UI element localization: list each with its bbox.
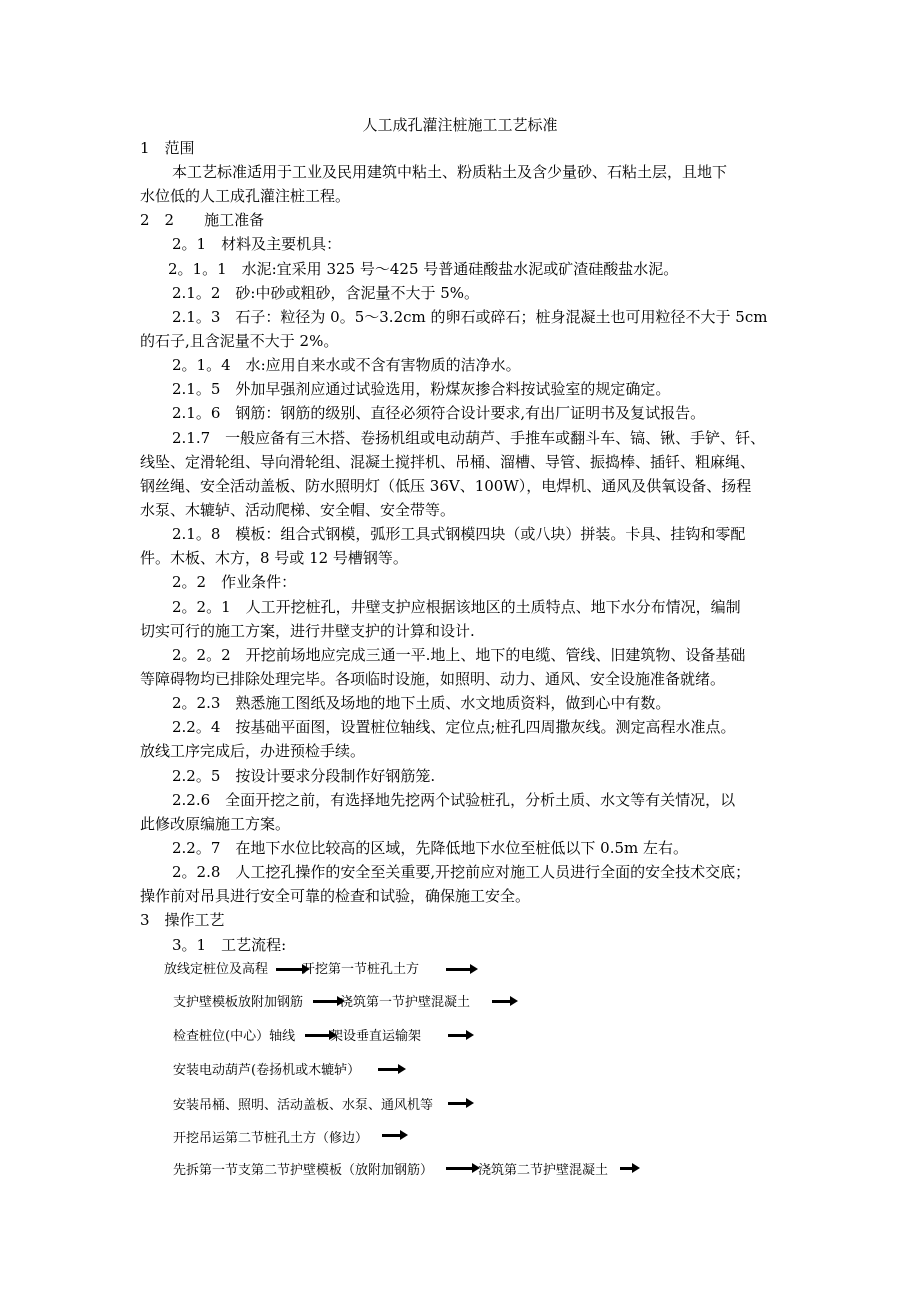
paragraph-line: 2。2.8 人工挖孔操作的安全至关重要,开挖前应对施工人员进行全面的安全技术交底； bbox=[172, 863, 751, 881]
section-heading: 3 操作工艺 bbox=[140, 911, 225, 929]
paragraph-line: 2。1 材料及主要机具： bbox=[172, 235, 342, 253]
right-arrow-icon bbox=[378, 1068, 400, 1071]
paragraph-line: 3。1 工艺流程: bbox=[172, 936, 287, 954]
flow-step: 浇筑第二节护壁混凝土 bbox=[478, 1163, 609, 1178]
flow-step: 检查桩位(中心）轴线 bbox=[173, 1029, 296, 1044]
paragraph-line: 放线工序完成后，办进预检手续。 bbox=[140, 742, 366, 760]
paragraph-line: 2.1.7 一般应备有三木搭、卷扬机组或电动葫芦、手推车或翻斗车、镐、锹、手铲、钎、 bbox=[172, 429, 766, 447]
paragraph-line: 切实可行的施工方案，进行井壁支护的计算和设计. bbox=[140, 622, 475, 640]
paragraph-line: 的石子,且含泥量不大于 2%。 bbox=[140, 332, 339, 350]
flow-step: 先拆第一节支第二节护壁模板（放附加钢筋） bbox=[173, 1163, 434, 1178]
right-arrow-icon bbox=[620, 1167, 634, 1170]
paragraph-line: 2.1。2 砂:中砂或粗砂，含泥量不大于 5%。 bbox=[172, 284, 480, 302]
paragraph-line: 2.1。5 外加早强剂应通过试验选用，粉煤灰掺合料按试验室的规定确定。 bbox=[172, 380, 671, 398]
paragraph-line: 2.1。8 模板：组合式钢模，弧形工具式钢模四块（或八块）拼装。卡具、挂钩和零配 bbox=[172, 525, 746, 543]
paragraph-line: 操作前对吊具进行安全可靠的检查和试验，确保施工安全。 bbox=[140, 887, 531, 905]
paragraph-line: 等障碍物均已排除处理完毕。各项临时设施，如照明、动力、通风、安全设施准备就绪。 bbox=[140, 670, 726, 688]
paragraph-line: 线坠、定滑轮组、导向滑轮组、混凝土搅拌机、吊桶、溜槽、导管、振捣棒、插钎、粗麻绳、 bbox=[140, 453, 756, 471]
flow-step: 架设垂直运输架 bbox=[330, 1029, 422, 1044]
paragraph-line: 2。2.3 熟悉施工图纸及场地的地下土质、水文地质资料，做到心中有数。 bbox=[172, 694, 671, 712]
paragraph-line: 本工艺标准适用于工业及民用建筑中粘土、粉质粘土及含少量砂、石粘土层，且地下 bbox=[172, 163, 728, 181]
flow-step: 开挖吊运第二节桩孔土方（修边） bbox=[173, 1131, 369, 1146]
right-arrow-icon bbox=[446, 1167, 474, 1170]
paragraph-line: 2.1。6 钢筋：钢筋的级别、直径必须符合设计要求,有出厂证明书及复试报告。 bbox=[172, 404, 706, 422]
flow-step: 浇筑第一节护壁混凝土 bbox=[340, 995, 471, 1010]
right-arrow-icon bbox=[492, 1000, 512, 1003]
paragraph-line: 2。2 作业条件： bbox=[172, 573, 297, 591]
paragraph-line: 2.1。3 石子：粒径为 0。5～3.2cm 的卵石或碎石；桩身混凝土也可用粒径不大于 5cm bbox=[172, 308, 768, 326]
document-title: 人工成孔灌注桩施工工艺标准 bbox=[362, 116, 558, 134]
paragraph-line: 2。1。1 水泥:宜采用 325 号～425 号普通硅酸盐水泥或矿渣硅酸盐水泥。 bbox=[168, 260, 679, 278]
paragraph-line: 2。2。2 开挖前场地应完成三通一平.地上、地下的电缆、管线、旧建筑物、设备基础 bbox=[172, 646, 746, 664]
paragraph-line: 钢丝绳、安全活动盖板、防水照明灯（低压 36V、100W），电焊机、通风及供氧设备、扬程 bbox=[140, 477, 752, 495]
right-arrow-icon bbox=[448, 1102, 468, 1105]
flow-step: 支护壁模板放附加钢筋 bbox=[173, 995, 304, 1010]
paragraph-line: 水位低的人工成孔灌注桩工程。 bbox=[140, 187, 351, 205]
section-heading: 1 范围 bbox=[140, 139, 195, 157]
flow-step: 安装电动葫芦(卷扬机或木辘轳） bbox=[173, 1063, 361, 1078]
right-arrow-icon bbox=[313, 1000, 339, 1003]
flow-step: 放线定桩位及高程 bbox=[164, 962, 269, 977]
paragraph-line: 2.2。5 按设计要求分段制作好钢筋笼. bbox=[172, 767, 436, 785]
paragraph-line: 水泵、木辘轳、活动爬梯、安全帽、安全带等。 bbox=[140, 501, 456, 519]
paragraph-line: 2.2。4 按基础平面图，设置桩位轴线、定位点;桩孔四周撒灰线。测定高程水准点。 bbox=[172, 718, 736, 736]
right-arrow-icon bbox=[448, 1034, 468, 1037]
paragraph-line: 2.2.6 全面开挖之前，有选择地先挖两个试验桩孔，分析土质、水文等有关情况，以 bbox=[172, 791, 736, 809]
paragraph-line: 件。木板、木方，8 号或 12 号槽钢等。 bbox=[140, 549, 408, 567]
right-arrow-icon bbox=[305, 1034, 331, 1037]
section-heading: 2 2 施工准备 bbox=[140, 211, 265, 229]
paragraph-line: 此修改原编施工方案。 bbox=[140, 815, 291, 833]
paragraph-line: 2.2。7 在地下水位比较高的区域，先降低地下水位至桩低以下 0.5m 左右。 bbox=[172, 839, 689, 857]
right-arrow-icon bbox=[446, 968, 472, 971]
paragraph-line: 2。2。1 人工开挖桩孔，井壁支护应根据该地区的土质特点、地下水分布情况，编制 bbox=[172, 598, 741, 616]
paragraph-line: 2。1。4 水:应用自来水或不含有害物质的洁净水。 bbox=[172, 356, 521, 374]
flow-step: 开挖第一节桩孔土方 bbox=[302, 962, 420, 977]
right-arrow-icon bbox=[276, 968, 304, 971]
flow-step: 安装吊桶、照明、活动盖板、水泵、通风机等 bbox=[173, 1098, 434, 1113]
right-arrow-icon bbox=[382, 1134, 402, 1137]
